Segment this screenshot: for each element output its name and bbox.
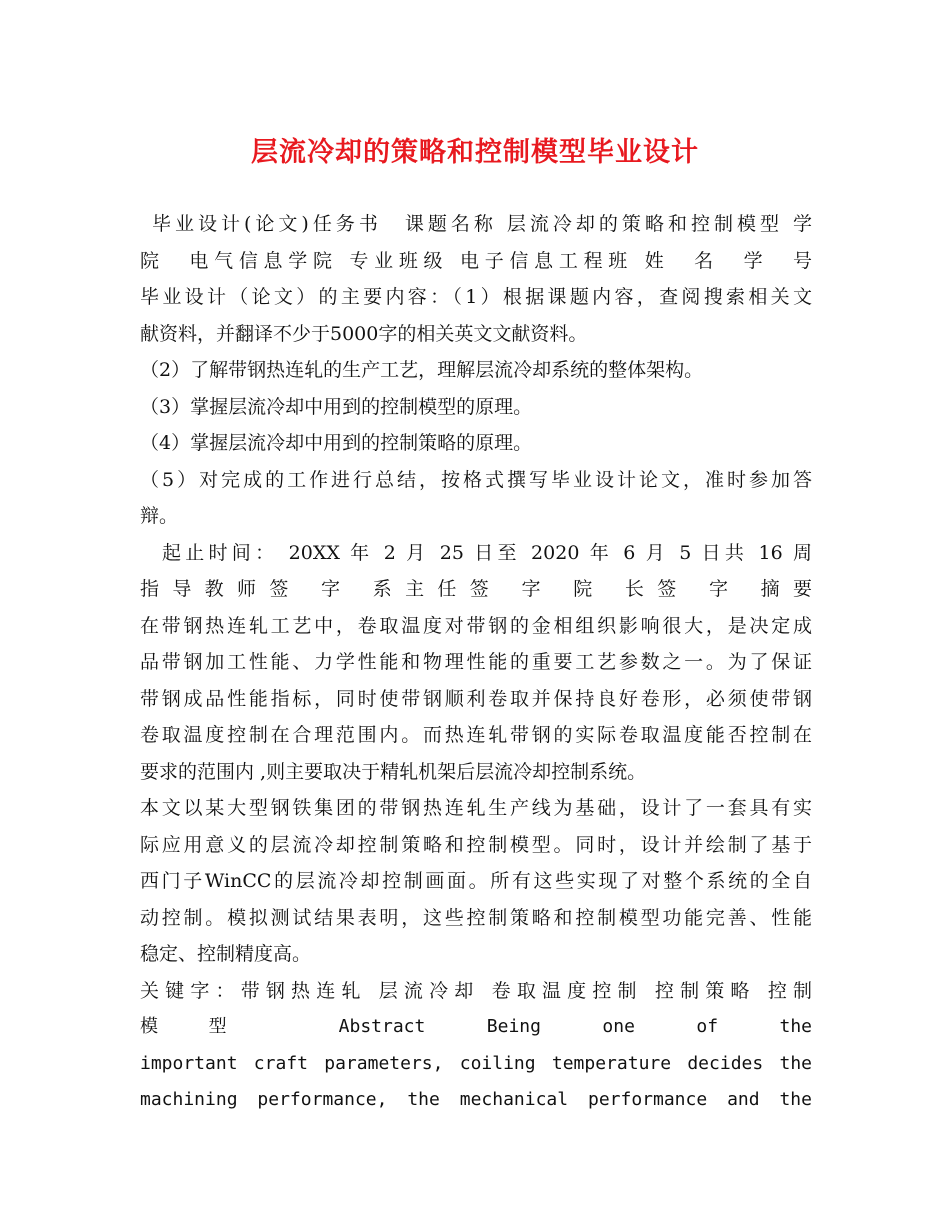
text-line: 关键字：带钢热连轧 层流冷却 卷取温度控制 控制策略 控制 — [140, 979, 812, 1002]
text-line: （2）了解带钢热连轧的生产工艺，理解层流冷却系统的整体架构。 — [140, 359, 704, 381]
text-line: 本文以某大型钢铁集团的带钢热连轧生产线为基础，设计了一套具有实 — [140, 797, 812, 819]
text-line: 西门子WinCC的层流冷却控制画面。所有这些实现了对整个系统的全自 — [140, 870, 812, 892]
text-line: 卷取温度控制在合理范围内。而热连轧带钢的实际卷取温度能否控制在 — [140, 724, 812, 746]
text-line: （5）对完成的工作进行总结，按格式撰写毕业设计论文，准时参加答 — [140, 468, 812, 491]
document-body — [140, 206, 812, 1119]
text-line: 际应用意义的层流冷却控制策略和控制模型。同时，设计并绘制了基于 — [140, 833, 812, 856]
text-line: important craft parameters, coiling temperature decides the — [140, 1052, 812, 1074]
text-line: 院 电气信息学院 专业班级 电子信息工程班 姓 名 学 号 — [140, 249, 812, 272]
text-line: 要求的范围内 ,则主要取决于精轧机架后层流冷却控制系统。 — [140, 760, 647, 783]
text-line: 起止时间： 20XX 年 2 月 25 日至 2020 年 6 月 5 日共 16 周 — [162, 541, 812, 564]
text-line: 品带钢加工性能、力学性能和物理性能的重要工艺参数之一。为了保证 — [140, 651, 812, 673]
text-line: machining performance, the mechanical performance and the — [140, 1089, 812, 1110]
document-title: 层流冷却的策略和控制模型毕业设计 — [251, 137, 699, 168]
text-line: （3）掌握层流冷却中用到的控制模型的原理。 — [140, 395, 533, 418]
text-line: 献资料，并翻译不少于5000字的相关英文文献资料。 — [140, 322, 588, 345]
text-line: 稳定、控制精度高。 — [140, 943, 312, 965]
text-line: 在带钢热连轧工艺中，卷取温度对带钢的金相组织影响很大，是决定成 — [140, 614, 812, 637]
text-line: 带钢成品性能指标，同时使带钢顺利卷取并保持良好卷形，必须使带钢 — [140, 687, 812, 710]
text-line: 毕业设计(论文)任务书 课题名称 层流冷却的策略和控制模型 学 — [152, 213, 812, 235]
text-line: （4）掌握层流冷却中用到的控制策略的原理。 — [140, 432, 533, 454]
text-line: 动控制。模拟测试结果表明，这些控制策略和控制模型功能完善、性能 — [140, 906, 812, 929]
text-line: 指导教师签 字 系主任签 字 院 长签 字 摘要 — [140, 578, 812, 600]
text-line: 模型 Abstract Being one of the — [140, 1016, 812, 1037]
text-line: 毕业设计（论文）的主要内容：（1）根据课题内容，查阅搜索相关文 — [140, 286, 812, 308]
text-line: 辩。 — [140, 505, 179, 527]
